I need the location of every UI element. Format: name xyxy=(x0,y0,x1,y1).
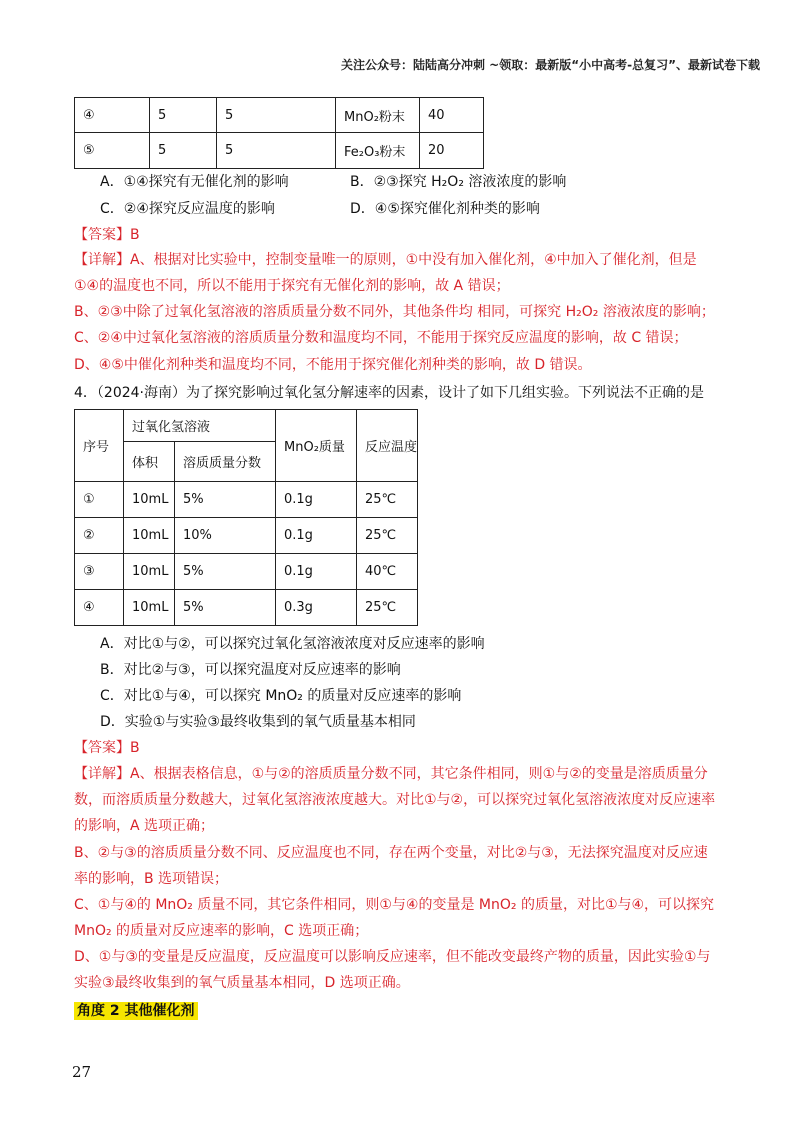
header-volume: 体积 xyxy=(124,442,175,482)
q3-answer: 【答案】B xyxy=(74,227,140,243)
table-cell: 0.3g xyxy=(276,590,357,626)
q4-explain-line: 实验③最终收集到的氧气质量基本相同，D 选项正确。 xyxy=(74,975,410,991)
page-header: 关注公众号：陆陆高分冲刺 ~领取：最新版“小中高考-总复习”、最新试卷下载 xyxy=(341,58,760,72)
table-cell: 5 xyxy=(150,133,217,169)
table-row xyxy=(75,590,418,626)
table-cell: 5 xyxy=(217,133,336,169)
table-cell: 20 xyxy=(420,133,484,169)
q4-explain-line: MnO₂ 的质量对反应速率的影响，C 选项正确； xyxy=(74,923,369,939)
table-row xyxy=(75,133,484,169)
q4-explain-line: B、②与③的溶质质量分数不同、反应温度也不同，存在两个变量，对比②与③，无法探究温度对反应速 xyxy=(74,845,708,861)
table-cell: ⑤ xyxy=(75,133,150,169)
q4-answer: 【答案】B xyxy=(74,740,140,756)
catalyst-table-continued xyxy=(74,97,484,169)
table-header-row xyxy=(75,410,418,442)
q3-explain-line: C、②④中过氧化氢溶液的溶质质量分数和温度均不同，不能用于探究反应温度的影响，故 C 错误； xyxy=(74,330,688,346)
q3-option-c: C．②④探究反应温度的影响 xyxy=(100,201,275,217)
table-cell: ② xyxy=(75,518,124,554)
q3-explain-line: ①④的温度也不同，所以不能用于探究有无催化剂的影响，故 A 错误； xyxy=(74,278,510,294)
table-cell: 10mL xyxy=(124,590,175,626)
q3-option-d: D．④⑤探究催化剂种类的影响 xyxy=(350,201,540,217)
q4-explain-line: 【详解】A、根据表格信息，①与②的溶质质量分数不同，其它条件相同，则①与②的变量是溶质质量分 xyxy=(74,766,708,782)
table-cell: ④ xyxy=(75,98,150,133)
table-cell: 0.1g xyxy=(276,518,357,554)
q3-option-a: A．①④探究有无催化剂的影响 xyxy=(100,174,289,190)
header-mass-fraction: 溶质质量分数 xyxy=(175,442,276,482)
header-seq: 序号 xyxy=(75,410,124,482)
q3-explain-line: 【详解】A、根据对比实验中，控制变量唯一的原则，①中没有加入催化剂，④中加入了催化剂，但是 xyxy=(74,252,697,268)
table-cell: 25℃ xyxy=(357,482,418,518)
section-heading-label: 角度 2 其他催化剂 xyxy=(74,1002,198,1020)
q3-explain-line: B、②③中除了过氧化氢溶液的溶质质量分数不同外，其他条件均 相同，可探究 H₂O₂ 溶液浓度的影响； xyxy=(74,304,715,320)
q4-stem: 4．（2024·海南）为了探究影响过氧化氢分解速率的因素，设计了如下几组实验。下列说法不正确的是 xyxy=(74,385,704,401)
table-cell: 5 xyxy=(217,98,336,133)
table-cell: ③ xyxy=(75,554,124,590)
table-cell: 5 xyxy=(150,98,217,133)
h2o2-experiment-table xyxy=(74,409,418,626)
table-row xyxy=(75,98,484,133)
page-number: 27 xyxy=(72,1063,92,1081)
table-row xyxy=(75,518,418,554)
q4-option-b: B．对比②与③，可以探究温度对反应速率的影响 xyxy=(100,662,401,678)
q4-explain-line: 率的影响，B 选项错误； xyxy=(74,871,229,887)
table-cell: ④ xyxy=(75,590,124,626)
q4-explain-line: D、①与③的变量是反应温度，反应温度可以影响反应速率，但不能改变最终产物的质量，因此实验①与 xyxy=(74,949,711,965)
header-temperature: 反应温度 xyxy=(357,410,418,482)
q4-explain-line: C、①与④的 MnO₂ 质量不同，其它条件相同，则①与④的变量是 MnO₂ 的质量，对比①与④，可以探究 xyxy=(74,897,715,913)
q4-option-a: A．对比①与②，可以探究过氧化氢溶液浓度对反应速率的影响 xyxy=(100,636,485,652)
q4-explain-line: 的影响，A 选项正确； xyxy=(74,818,215,834)
table-cell: 10% xyxy=(175,518,276,554)
header-mno2-mass: MnO₂质量 xyxy=(276,410,357,482)
table-cell: 5% xyxy=(175,482,276,518)
table-cell: 10mL xyxy=(124,554,175,590)
table-cell: 5% xyxy=(175,590,276,626)
table-cell: 10mL xyxy=(124,482,175,518)
table-cell: 5% xyxy=(175,554,276,590)
table-cell: 0.1g xyxy=(276,554,357,590)
table-cell: 25℃ xyxy=(357,590,418,626)
table-cell: 40 xyxy=(420,98,484,133)
table-cell: Fe₂O₃粉末 xyxy=(336,133,420,169)
header-h2o2-group: 过氧化氢溶液 xyxy=(124,410,276,442)
table-cell: 10mL xyxy=(124,518,175,554)
q4-explain-line: 数，而溶质质量分数越大，过氧化氢溶液浓度越大。对比①与②，可以探究过氧化氢溶液浓度对反应速率 xyxy=(74,792,716,808)
q3-explain-line: D、④⑤中催化剂种类和温度均不同，不能用于探究催化剂种类的影响，故 D 错误。 xyxy=(74,357,592,373)
table-row xyxy=(75,554,418,590)
table-cell: 25℃ xyxy=(357,518,418,554)
table-cell: ① xyxy=(75,482,124,518)
q4-option-d: D．实验①与实验③最终收集到的氧气质量基本相同 xyxy=(100,714,416,730)
table-cell: 40℃ xyxy=(357,554,418,590)
table-row xyxy=(75,482,418,518)
table-cell: 0.1g xyxy=(276,482,357,518)
q4-option-c: C．对比①与④，可以探究 MnO₂ 的质量对反应速率的影响 xyxy=(100,688,462,704)
section-heading xyxy=(74,1001,198,1021)
q3-option-b: B．②③探究 H₂O₂ 溶液浓度的影响 xyxy=(350,174,567,190)
table-cell: MnO₂粉末 xyxy=(336,98,420,133)
